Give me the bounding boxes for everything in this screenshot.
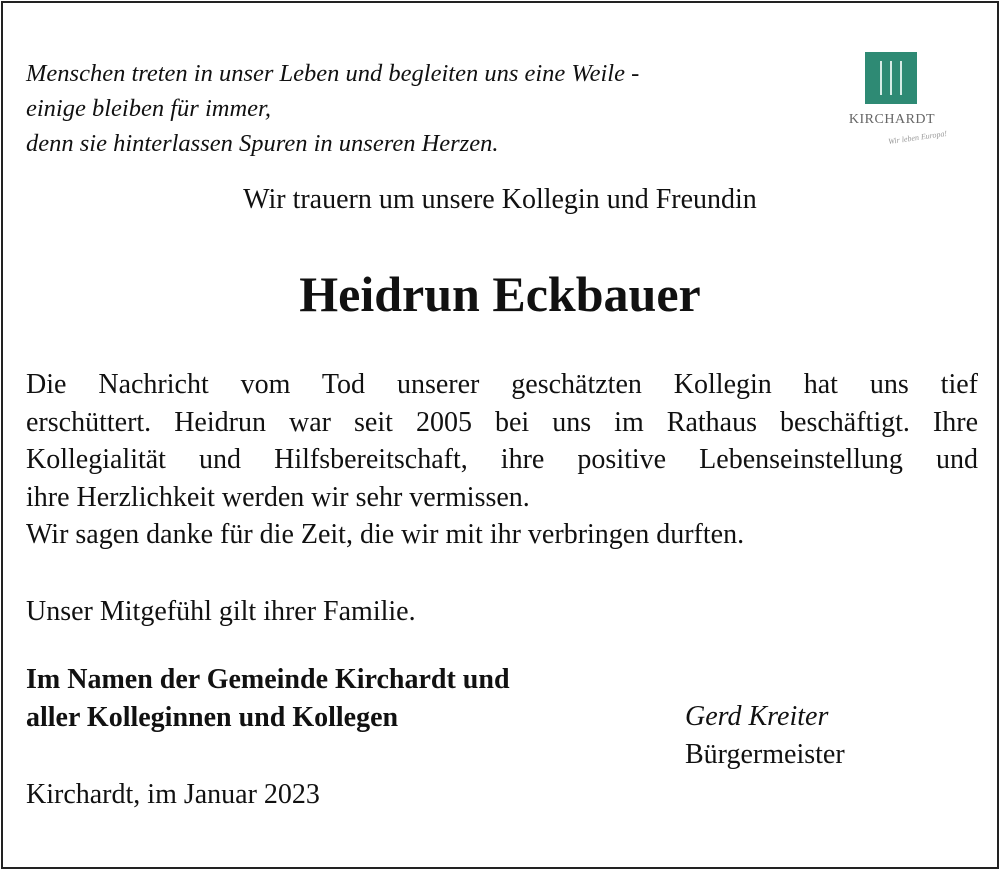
subtitle: Wir trauern um unsere Kollegin und Freundin bbox=[243, 184, 757, 215]
signer-name: Gerd Kreiter bbox=[685, 701, 829, 732]
sender-line: aller Kolleginnen und Kollegen bbox=[26, 702, 399, 733]
verse-line: denn sie hinterlassen Spuren in unseren Herzen. bbox=[26, 130, 499, 157]
paragraph-line: Die Nachricht vom Tod unserer geschätzten Kollegin hat uns tief bbox=[26, 369, 978, 400]
sender bbox=[26, 661, 510, 737]
place-date: Kirchardt, im Januar 2023 bbox=[26, 779, 320, 810]
paragraph-line: Wir sagen danke für die Zeit, die wir mit ihr verbringen durften. bbox=[26, 519, 745, 550]
logo-tagline: Wir leben Europa! bbox=[887, 128, 948, 147]
paragraph-line: erschüttert. Heidrun war seit 2005 bei uns im Rathaus beschäftigt. Ihre bbox=[26, 406, 978, 438]
verse-line: Menschen treten in unser Leben und begleiten uns eine Weile - bbox=[26, 60, 640, 87]
verse-line: einige bleiben für immer, bbox=[26, 95, 271, 122]
signer-title: Bürgermeister bbox=[685, 739, 845, 770]
verse bbox=[26, 56, 639, 161]
condolence: Unser Mitgefühl gilt ihrer Familie. bbox=[26, 596, 416, 627]
message-paragraph bbox=[26, 366, 978, 554]
kirchardt-logo bbox=[832, 50, 962, 160]
logo-text: KIRCHARDT bbox=[848, 112, 936, 127]
deceased-name: Heidrun Eckbauer bbox=[299, 266, 701, 322]
sender-line: Im Namen der Gemeinde Kirchardt und bbox=[26, 664, 510, 695]
paragraph-line: ihre Herzlichkeit werden wir sehr vermissen. bbox=[26, 481, 530, 513]
paragraph-line: Kollegialität und Hilfsbereitschaft, ihre positive Lebenseinstellung und bbox=[26, 444, 978, 475]
logo-mark-icon bbox=[865, 52, 917, 104]
